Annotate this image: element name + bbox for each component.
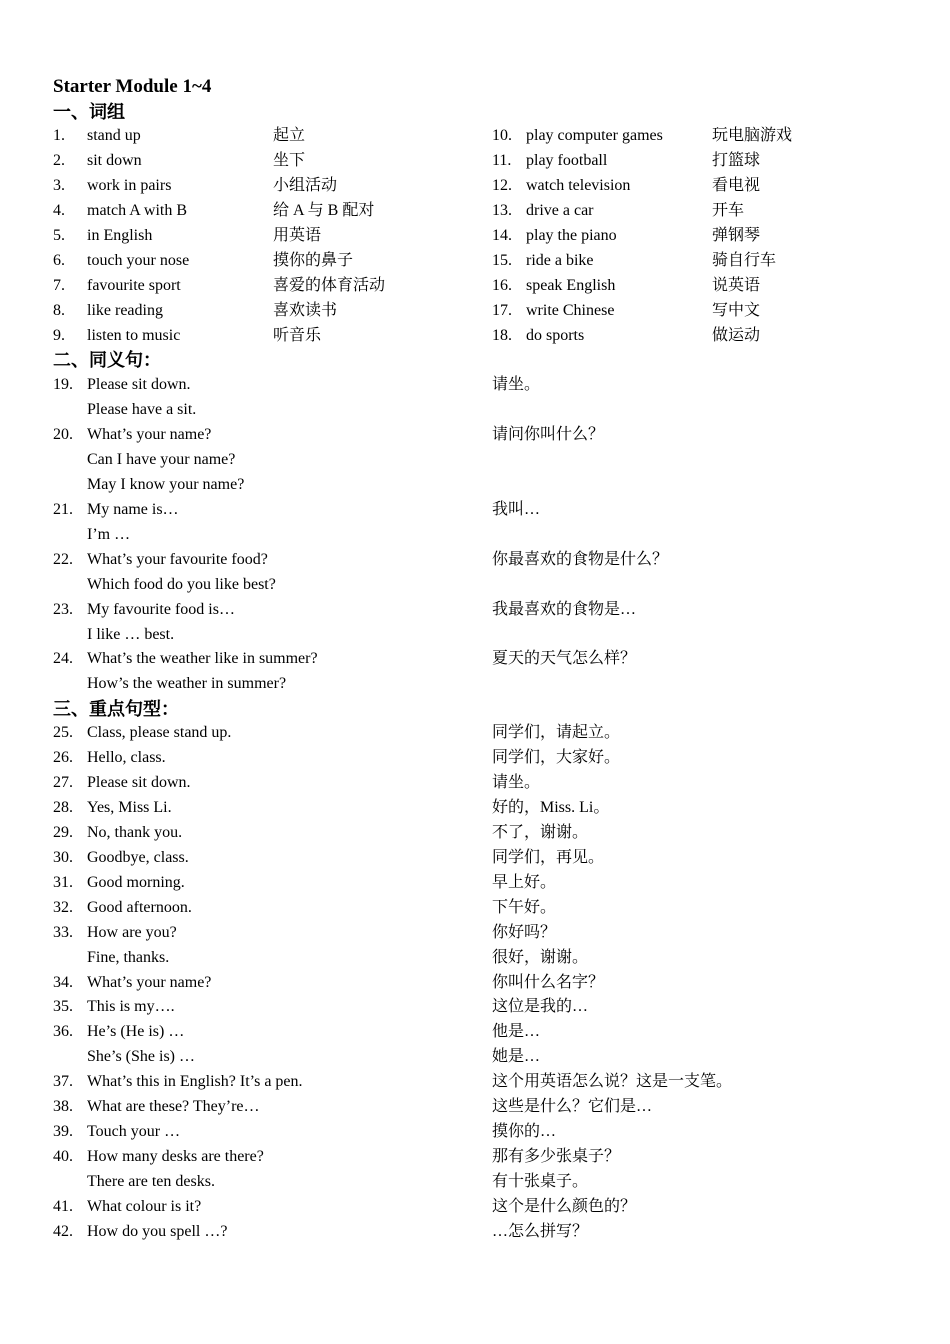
chinese-text: 摸你的… bbox=[492, 1123, 557, 1141]
item-number: 10. bbox=[492, 127, 512, 144]
item-number: 1. bbox=[53, 127, 65, 144]
chinese-text: 小组活动 bbox=[273, 176, 338, 194]
english-text: What’s the weather like in summer? bbox=[87, 650, 318, 668]
english-text: This is my…. bbox=[87, 998, 175, 1016]
item-number: 2. bbox=[53, 151, 65, 169]
chinese-text: 你叫什么名字？ bbox=[492, 973, 605, 991]
english-text: Please sit down. bbox=[87, 376, 191, 393]
chinese-text: 请问你叫什么？ bbox=[492, 425, 605, 443]
section-heading-phrases: 一、词组 bbox=[53, 102, 125, 122]
english-text: There are ten desks. bbox=[87, 1173, 215, 1191]
english-text: play the piano bbox=[526, 226, 617, 244]
chinese-text: 同学们，请起立。 bbox=[492, 724, 621, 741]
chinese-text: 玩电脑游戏 bbox=[712, 127, 793, 144]
english-text: Class, please stand up. bbox=[87, 724, 232, 741]
english-text: I’m … bbox=[87, 525, 131, 543]
chinese-text: 摸你的鼻子 bbox=[273, 251, 354, 269]
item-number: 24. bbox=[53, 650, 73, 668]
item-number: 40. bbox=[53, 1148, 73, 1166]
item-number: 4. bbox=[53, 201, 65, 219]
chinese-text: 那有多少张桌子？ bbox=[492, 1148, 621, 1166]
chinese-text: 写中文 bbox=[712, 301, 761, 319]
english-text: play computer games bbox=[526, 127, 663, 144]
item-number: 37. bbox=[53, 1073, 73, 1091]
english-text: stand up bbox=[87, 127, 141, 144]
item-number: 25. bbox=[53, 724, 73, 741]
english-text: Good morning. bbox=[87, 873, 185, 891]
english-text: drive a car bbox=[526, 201, 594, 219]
english-text: Which food do you like best? bbox=[87, 575, 276, 593]
chinese-text: 骑自行车 bbox=[712, 251, 777, 269]
chinese-text: 早上好。 bbox=[492, 873, 557, 891]
item-number: 28. bbox=[53, 798, 73, 816]
english-text: What’s this in English? It’s a pen. bbox=[87, 1073, 303, 1091]
english-text: Please sit down. bbox=[87, 773, 191, 791]
item-number: 16. bbox=[492, 276, 512, 294]
english-text: match A with B bbox=[87, 201, 187, 219]
section-heading-key-sentences: 三、重点句型： bbox=[53, 699, 179, 719]
item-number: 7. bbox=[53, 276, 65, 294]
english-text: listen to music bbox=[87, 326, 181, 344]
english-text: Good afternoon. bbox=[87, 898, 192, 916]
chinese-text: 下午好。 bbox=[492, 898, 557, 916]
item-number: 9. bbox=[53, 326, 65, 344]
item-number: 42. bbox=[53, 1223, 73, 1240]
english-text: My name is… bbox=[87, 500, 179, 518]
english-text: Touch your … bbox=[87, 1123, 181, 1141]
english-text: favourite sport bbox=[87, 276, 181, 294]
english-text: Can I have your name? bbox=[87, 450, 236, 468]
chinese-text: 很好，谢谢。 bbox=[492, 948, 589, 966]
english-text: in English bbox=[87, 226, 153, 244]
english-text: like reading bbox=[87, 301, 163, 319]
chinese-text: 同学们，大家好。 bbox=[492, 748, 621, 766]
english-text: How many desks are there? bbox=[87, 1148, 264, 1166]
item-number: 36. bbox=[53, 1023, 73, 1041]
chinese-text: 起立 bbox=[273, 127, 306, 144]
chinese-text: 给 A 与 B 配对 bbox=[273, 201, 375, 219]
english-text: speak English bbox=[526, 276, 616, 294]
chinese-text: 请坐。 bbox=[492, 376, 541, 393]
item-number: 27. bbox=[53, 773, 73, 791]
chinese-text: 你好吗？ bbox=[492, 923, 557, 941]
item-number: 34. bbox=[53, 973, 73, 991]
chinese-text: 这些是什么？它们是… bbox=[492, 1098, 653, 1116]
item-number: 17. bbox=[492, 301, 512, 319]
item-number: 23. bbox=[53, 600, 73, 618]
item-number: 41. bbox=[53, 1198, 73, 1216]
english-text: do sports bbox=[526, 326, 585, 344]
item-number: 15. bbox=[492, 251, 512, 269]
item-number: 21. bbox=[53, 500, 73, 518]
chinese-text: 他是… bbox=[492, 1023, 541, 1041]
english-text: touch your nose bbox=[87, 251, 190, 269]
english-text: Hello, class. bbox=[87, 748, 166, 766]
item-number: 6. bbox=[53, 251, 65, 269]
english-text: watch television bbox=[526, 176, 631, 194]
english-text: How are you? bbox=[87, 923, 177, 941]
english-text: What’s your name? bbox=[87, 973, 212, 991]
chinese-text: …怎么拼写？ bbox=[492, 1223, 589, 1240]
item-number: 11. bbox=[492, 151, 512, 169]
item-number: 33. bbox=[53, 923, 73, 941]
english-text: I like … best. bbox=[87, 625, 175, 643]
chinese-text: 说英语 bbox=[712, 276, 761, 294]
chinese-text: 开车 bbox=[712, 201, 745, 219]
chinese-text: 这个用英语怎么说？这是一支笔。 bbox=[492, 1073, 733, 1091]
english-text: ride a bike bbox=[526, 251, 594, 269]
page-title: Starter Module 1~4 bbox=[53, 76, 212, 97]
item-number: 20. bbox=[53, 425, 73, 443]
item-number: 18. bbox=[492, 326, 512, 344]
english-text: How’s the weather in summer? bbox=[87, 675, 287, 693]
item-number: 14. bbox=[492, 226, 512, 244]
section-heading-synonyms: 二、同义句： bbox=[53, 350, 161, 370]
chinese-text: 不了，谢谢。 bbox=[492, 823, 589, 841]
english-text: What colour is it? bbox=[87, 1198, 202, 1216]
english-text: My favourite food is… bbox=[87, 600, 235, 618]
item-number: 38. bbox=[53, 1098, 73, 1116]
chinese-text: 好的，Miss. Li。 bbox=[492, 798, 610, 816]
chinese-text: 我最喜欢的食物是… bbox=[492, 600, 637, 618]
chinese-text: 用英语 bbox=[273, 226, 322, 244]
chinese-text: 这个是什么颜色的？ bbox=[492, 1198, 637, 1216]
english-text: How do you spell …? bbox=[87, 1223, 228, 1240]
item-number: 39. bbox=[53, 1123, 73, 1141]
chinese-text: 夏天的天气怎么样？ bbox=[492, 650, 637, 668]
english-text: What’s your favourite food? bbox=[87, 550, 268, 568]
item-number: 32. bbox=[53, 898, 73, 916]
item-number: 3. bbox=[53, 176, 65, 194]
chinese-text: 请坐。 bbox=[492, 773, 541, 791]
item-number: 31. bbox=[53, 873, 73, 891]
item-number: 5. bbox=[53, 226, 65, 244]
english-text: May I know your name? bbox=[87, 475, 245, 493]
item-number: 29. bbox=[53, 823, 73, 841]
english-text: What are these? They’re… bbox=[87, 1098, 260, 1116]
item-number: 35. bbox=[53, 998, 73, 1016]
item-number: 12. bbox=[492, 176, 512, 194]
english-text: No, thank you. bbox=[87, 823, 183, 841]
chinese-text: 你最喜欢的食物是什么？ bbox=[492, 550, 669, 568]
english-text: play football bbox=[526, 151, 608, 169]
item-number: 26. bbox=[53, 748, 73, 766]
english-text: sit down bbox=[87, 151, 142, 169]
english-text: Please have a sit. bbox=[87, 400, 197, 418]
chinese-text: 她是… bbox=[492, 1048, 541, 1066]
english-text: She’s (She is) … bbox=[87, 1048, 195, 1066]
english-text: write Chinese bbox=[526, 301, 615, 319]
chinese-text: 做运动 bbox=[712, 326, 761, 344]
english-text: What’s your name? bbox=[87, 425, 212, 443]
english-text: Yes, Miss Li. bbox=[87, 798, 172, 816]
english-text: work in pairs bbox=[87, 176, 172, 194]
chinese-text: 我叫… bbox=[492, 500, 541, 518]
english-text: Fine, thanks. bbox=[87, 948, 170, 966]
item-number: 8. bbox=[53, 301, 65, 319]
chinese-text: 打篮球 bbox=[712, 151, 761, 169]
chinese-text: 听音乐 bbox=[273, 326, 322, 344]
chinese-text: 喜欢读书 bbox=[273, 301, 338, 319]
chinese-text: 同学们，再见。 bbox=[492, 848, 605, 866]
item-number: 22. bbox=[53, 550, 73, 568]
item-number: 30. bbox=[53, 848, 73, 866]
chinese-text: 弹钢琴 bbox=[712, 226, 761, 244]
chinese-text: 有十张桌子。 bbox=[492, 1173, 589, 1191]
chinese-text: 喜爱的体育活动 bbox=[273, 276, 386, 294]
item-number: 13. bbox=[492, 201, 512, 219]
chinese-text: 这位是我的… bbox=[492, 998, 589, 1016]
english-text: He’s (He is) … bbox=[87, 1023, 185, 1041]
english-text: Goodbye, class. bbox=[87, 848, 189, 866]
chinese-text: 坐下 bbox=[273, 151, 306, 169]
chinese-text: 看电视 bbox=[712, 176, 761, 194]
item-number: 19. bbox=[53, 376, 73, 393]
